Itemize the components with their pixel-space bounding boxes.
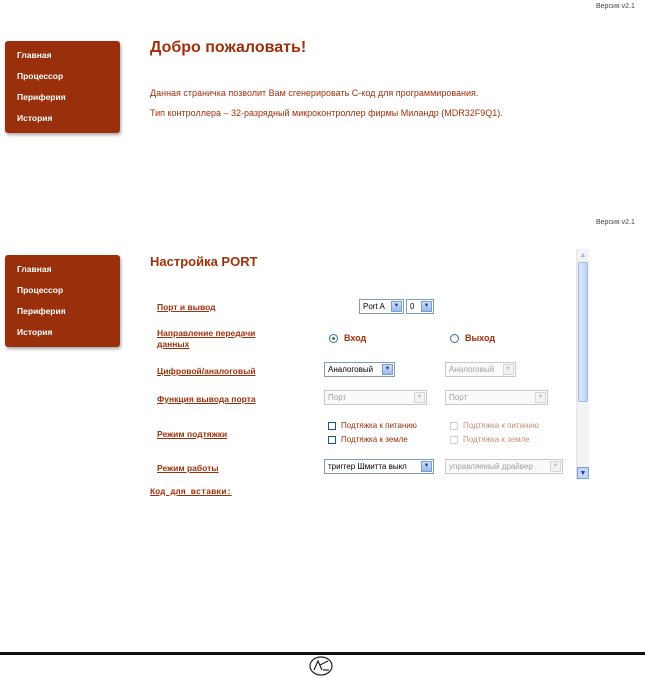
port-pin-label: Порт и вывод xyxy=(157,302,216,312)
port-function-label: Функция вывода порта xyxy=(157,394,256,404)
scrollbar-thumb[interactable] xyxy=(578,262,588,402)
code-insert-label: Код для вставки: xyxy=(150,487,232,497)
direction-label xyxy=(157,328,255,350)
digital-analog-label: Цифровой/аналоговый xyxy=(157,366,256,376)
sidebar-item-peripherals[interactable]: Периферия xyxy=(17,92,66,102)
digital-analog-select[interactable] xyxy=(324,362,395,377)
pull-down-label: Подтяжка к земле xyxy=(341,435,408,444)
chevron-down-icon: ▼ xyxy=(421,301,432,312)
sidebar-nav xyxy=(5,41,120,133)
chevron-down-icon: ▼ xyxy=(535,392,546,403)
direction-input-label: Вход xyxy=(344,333,367,343)
pull-down-label-2: Подтяжка к земле xyxy=(463,435,530,444)
pin-select-value: 0 xyxy=(410,302,415,311)
arrow-down-icon[interactable]: ▼ xyxy=(577,467,589,479)
checkbox-icon xyxy=(328,436,336,444)
sidebar-item-history[interactable]: История xyxy=(17,113,53,123)
checkbox-icon xyxy=(328,422,336,430)
pull-down-checkbox[interactable] xyxy=(328,435,408,444)
work-mode-select-2 xyxy=(445,459,563,474)
direction-label-line-1: Направление передачи xyxy=(157,328,256,338)
checkbox-icon xyxy=(450,422,458,430)
radio-unchecked-icon xyxy=(450,334,459,343)
direction-label-line-2: данных xyxy=(157,339,190,349)
company-logo xyxy=(308,656,334,676)
digital-analog-select-2 xyxy=(445,362,516,377)
chevron-down-icon: ▼ xyxy=(550,461,561,472)
chevron-down-icon: ▼ xyxy=(391,301,402,312)
port-function-select-2 xyxy=(445,390,548,405)
pull-up-label-2: Подтяжка к питанию xyxy=(463,421,539,430)
port-select[interactable] xyxy=(359,299,404,314)
sidebar-item-home[interactable]: Главная xyxy=(17,264,52,274)
digital-analog-value: Аналоговый xyxy=(328,365,374,374)
sidebar-item-history[interactable]: История xyxy=(17,327,53,337)
pull-up-checkbox[interactable] xyxy=(328,421,417,430)
sidebar-nav-2 xyxy=(5,255,120,347)
port-function-select xyxy=(324,390,427,405)
digital-analog-value-2: Аналоговый xyxy=(449,365,495,374)
work-mode-value: триггер Шмитта выкл xyxy=(328,462,407,471)
chevron-down-icon: ▼ xyxy=(382,364,393,375)
pull-up-label: Подтяжка к питанию xyxy=(341,421,417,430)
radio-checked-icon xyxy=(329,334,338,343)
sidebar-item-processor[interactable]: Процессор xyxy=(17,71,64,81)
port-function-value-2: Порт xyxy=(449,393,468,402)
pin-select[interactable] xyxy=(406,299,434,314)
pull-up-checkbox-2 xyxy=(450,421,539,430)
intro-text-line-1: Данная страничка позволит Вам сгенерировать С-код для программирования. xyxy=(150,88,479,98)
sidebar-item-processor[interactable]: Процессор xyxy=(17,285,64,295)
work-mode-value-2: управляемый драйвер xyxy=(449,462,533,471)
port-select-value: Port A xyxy=(363,302,385,311)
direction-input-radio[interactable] xyxy=(329,333,366,343)
pull-mode-label: Режим подтяжки xyxy=(157,429,228,439)
version-label-2: Версия v2.1 xyxy=(596,219,635,226)
sidebar-item-peripherals[interactable]: Периферия xyxy=(17,306,66,316)
work-mode-label: Режим работы xyxy=(157,463,219,473)
port-settings-title: Настройка PORT xyxy=(150,254,258,269)
version-label: Версия v2.1 xyxy=(596,3,635,10)
direction-output-label: Выход xyxy=(465,333,496,343)
checkbox-icon xyxy=(450,436,458,444)
port-function-value: Порт xyxy=(328,393,347,402)
direction-output-radio[interactable] xyxy=(450,333,495,343)
intro-text-line-2: Тип контроллера – 32-разрядный микроконтроллер фирмы Миландр (MDR32F9Q1). xyxy=(150,108,503,118)
pull-down-checkbox-2 xyxy=(450,435,530,444)
footer-divider xyxy=(0,652,645,655)
vertical-scrollbar[interactable] xyxy=(576,249,589,479)
arrow-up-icon[interactable]: ▲ xyxy=(579,251,587,259)
chevron-down-icon: ▼ xyxy=(421,461,432,472)
work-mode-select[interactable] xyxy=(324,459,434,474)
page-title: Добро пожаловать! xyxy=(150,39,307,56)
chevron-down-icon: ▼ xyxy=(503,364,514,375)
chevron-down-icon: ▼ xyxy=(414,392,425,403)
sidebar-item-home[interactable]: Главная xyxy=(17,50,52,60)
